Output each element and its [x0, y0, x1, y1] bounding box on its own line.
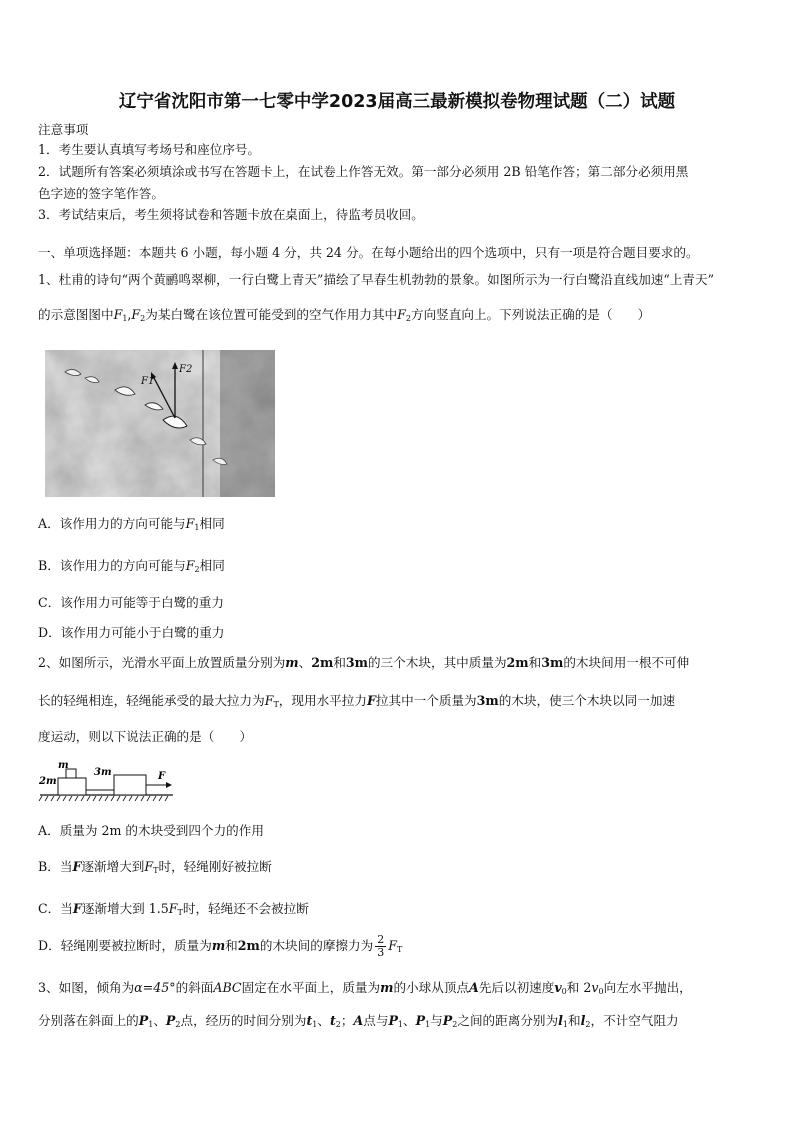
q3-stem-line2: 分别落在斜面上的$P_1$、$P_2$点，经历的时间分别为$t_1$、$t_2$；A点与$P_1$、$P_1$与$P_2$之间的距离分别为$l_1$和$l_2$，不计空气阻力: [38, 1013, 679, 1029]
block-3m: [114, 775, 146, 795]
svg-text:3m: 3m: [94, 767, 112, 778]
svg-text:2m: 2m: [39, 776, 57, 787]
q2-stem-line3: 度运动，则以下说法正确的是（ ）: [38, 729, 253, 744]
fraction-two-thirds: $\frac{2}{3}$: [377, 933, 385, 959]
egret-photo-image: [45, 350, 275, 497]
q1-stem-line1: 1、杜甫的诗句“两个黄鹂鸣翠柳，一行白鹭上青天”描绘了早春生机勃勃的景象。如图所示为一行白鹭沿直线加速“上青天”: [38, 272, 715, 287]
blocks-diagram: [38, 758, 178, 802]
q2-option-d: D．轻绳刚要被拉断时，质量为m和2m的木块间的摩擦力为 $\frac{2}{3}$ $F_T$: [38, 933, 403, 959]
svg-text:F: F: [158, 771, 166, 782]
svg-text:m: m: [58, 760, 69, 771]
q3-stem-line1: 3、如图，倾角为α=45°的斜面ABC固定在水平面上，质量为m的小球从顶点A先后以初速度$v_0$和 $2v_0$向左水平抛出，: [38, 980, 692, 996]
q2-stem-line2: 长的轻绳相连，轻绳能承受的最大拉力为$F_T$，现用水平拉力F拉其中一个质量为3m的木块，使三个木块以同一加速: [38, 693, 676, 709]
photo-label-f2: F2: [179, 364, 193, 375]
q1-option-d: D．该作用力可能小于白鹭的重力: [38, 625, 225, 640]
egret-photo: [45, 350, 275, 497]
notice-heading: 注意事项: [38, 122, 89, 137]
q2-option-b: B．当F逐渐增大到$F_T$时，轻绳刚好被拉断: [38, 859, 272, 875]
photo-label-f1: F1: [141, 376, 155, 387]
q1-option-a: A．该作用力的方向可能与$F_1$相同: [38, 516, 225, 532]
notice-item-1: 1．考生要认真填写考场号和座位序号。: [38, 142, 261, 157]
notice-item-2-cont: 色字迹的签字笔作答。: [38, 186, 164, 201]
q1-option-c: C．该作用力可能等于白鹭的重力: [38, 595, 224, 610]
notice-item-2: 2．试题所有答案必须填涂或书写在答题卡上，在试卷上作答无效。第一部分必须用 2B 铅笔作答；第二部分必须用黑: [38, 164, 689, 179]
q2-option-c: C．当F逐渐增大到 $1.5F_T$时，轻绳还不会被拉断: [38, 901, 309, 917]
q2-stem-line1: 2、如图所示，光滑水平面上放置质量分别为m、2m和3m的三个木块，其中质量为2m和3m的木块间用一根不可伸: [38, 655, 690, 670]
q2-option-a: A．质量为 2m 的木块受到四个力的作用: [38, 823, 264, 838]
q1-option-b: B．该作用力的方向可能与$F_2$相同: [38, 558, 225, 574]
q1-stem-line2: 的示意图图中$F_1,F_2$为某白鹭在该位置可能受到的空气作用力其中$F_2$方向竖直向上。下列说法正确的是（ ）: [38, 307, 651, 323]
section-heading: 一、单项选择题：本题共 6 小题，每小题 4 分，共 24 分。在每小题给出的四个选项中，只有一项是符合题目要求的。: [38, 245, 699, 260]
page-title: 辽宁省沈阳市第一七零中学2023届高三最新模拟卷物理试题（二）试题: [118, 92, 676, 112]
block-2m: [58, 778, 86, 795]
notice-item-3: 3．考试结束后，考生须将试卷和答题卡放在桌面上，待监考员收回。: [38, 207, 424, 222]
